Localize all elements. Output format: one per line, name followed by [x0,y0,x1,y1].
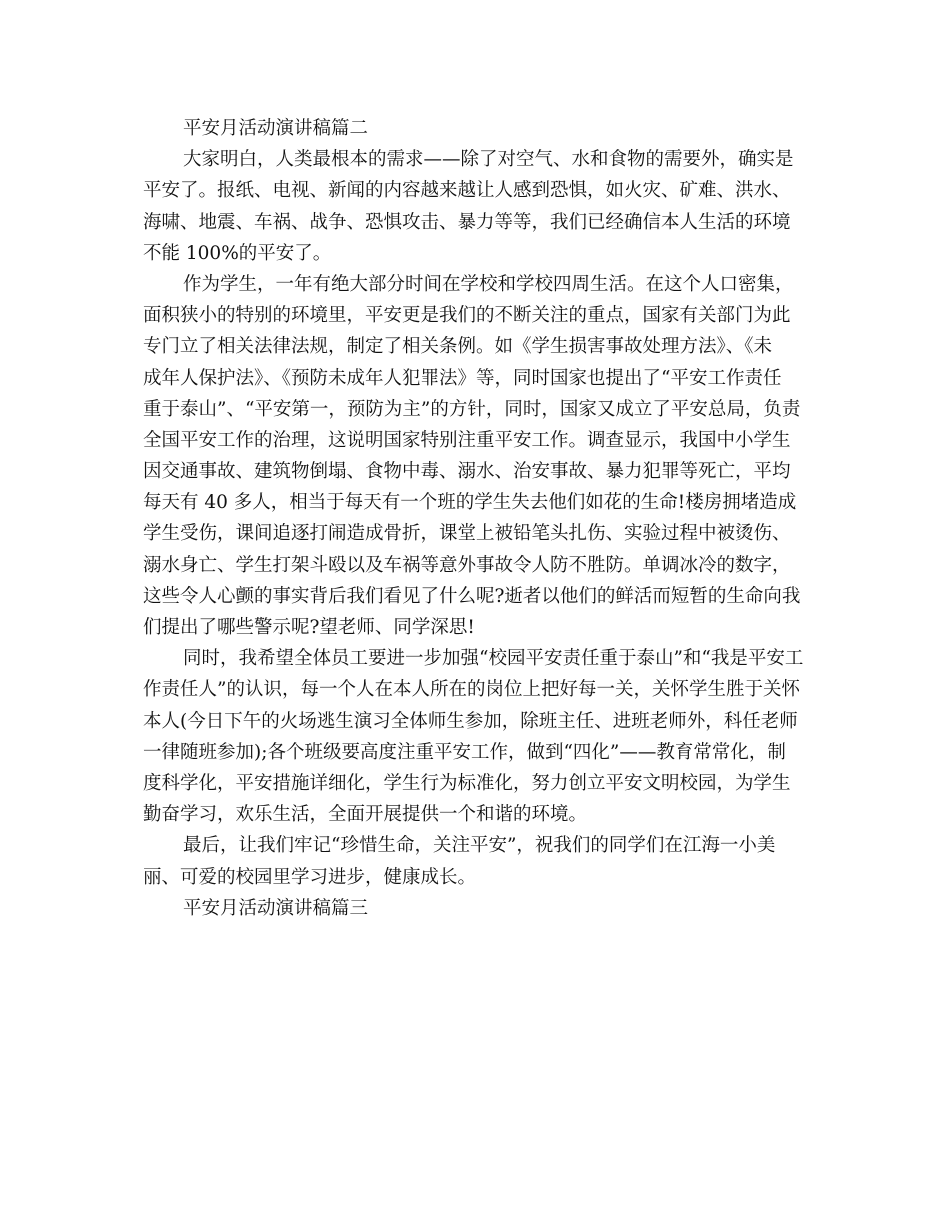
text-line: 海啸、地震、车祸、战争、恐惧攻击、暴力等等，我们已经确信本人生活的环境 [143,211,791,233]
text-line: 同时，我希望全体员工要进一步加强“校园平安责任重于泰山”和“我是平安工 [183,648,804,670]
text-line: 度科学化，平安措施详细化，学生行为标准化，努力创立平安文明校园，为学生 [143,772,791,794]
text-line: 面积狭小的特别的环境里，平安更是我们的不断关注的重点，国家有关部门为此 [143,305,791,327]
text-line: 重于泰山”、“平安第一，预防为主”的方针，同时，国家又成立了平安总局，负责 [143,398,801,420]
text-line: 不能 100%的平安了。 [143,242,332,264]
text-line: 勤奋学习，欢乐生活，全面开展提供一个和谐的环境。 [143,804,588,826]
text-line: 们提出了哪些警示呢?望老师、同学深思! [143,617,475,638]
text-line: 这些令人心颤的事实背后我们看见了什么呢?逝者以他们的鲜活而短暂的生命向我 [143,585,801,607]
text-line: 平安了。报纸、电视、新闻的内容越来越让人感到恐惧，如火灾、矿难、洪水、 [143,180,791,202]
paragraph-closing [143,830,807,892]
paragraph-basic-needs [143,144,807,269]
text-line: 丽、可爱的校园里学习进步，健康成长。 [143,866,477,888]
document-body [143,113,807,924]
text-line: 最后，让我们牢记“珍惜生命，关注平安”，祝我们的同学们在江海一小美 [183,835,776,857]
text-line: 全国平安工作的治理，这说明国家特别注重平安工作。调查显示，我国中小学生 [143,429,791,451]
text-line: 本人(今日下午的火场逃生演习全体师生参加，除班主任、进班老师外，科任老师 [143,710,798,732]
text-line: 作责任人”的认识，每一个人在本人所在的岗位上把好每一关，关怀学生胜于关怀 [143,679,800,701]
section-heading: 平安月活动演讲稿篇三 [183,897,369,919]
text-line: 专门立了相关法律法规，制定了相关条例。如《学生损害事故处理方法》、《未 [143,336,773,358]
text-line: 一律随班参加);各个班级要高度注重平安工作，做到“四化”——教育常常化，制 [143,741,786,763]
paragraph-student-safety [143,269,807,643]
text-line: 作为学生，一年有绝大部分时间在学校和学校四周生活。在这个人口密集， [183,273,794,295]
text-line: 溺水身亡、学生打架斗殴以及车祸等意外事故令人防不胜防。单调冰冷的数字， [143,554,791,576]
text-line: 每天有 40 多人，相当于每天有一个班的学生失去他们如花的生命!楼房拥堵造成 [143,492,797,514]
text-line: 因交通事故、建筑物倒塌、食物中毒、溺水、治安事故、暴力犯罪等死亡，平均 [143,461,791,483]
text-line: 成年人保护法》、《预防未成年人犯罪法》等，同时国家也提出了“平安工作责任 [143,367,782,389]
paragraph-staff-responsibility [143,643,807,830]
text-line: 大家明白，人类最根本的需求——除了对空气、水和食物的需要外，确实是 [183,149,794,171]
text-line: 学生受伤，课间追逐打闹造成骨折，课堂上被铅笔头扎伤、实验过程中被烫伤、 [143,523,791,545]
section-heading: 平安月活动演讲稿篇二 [183,118,369,139]
